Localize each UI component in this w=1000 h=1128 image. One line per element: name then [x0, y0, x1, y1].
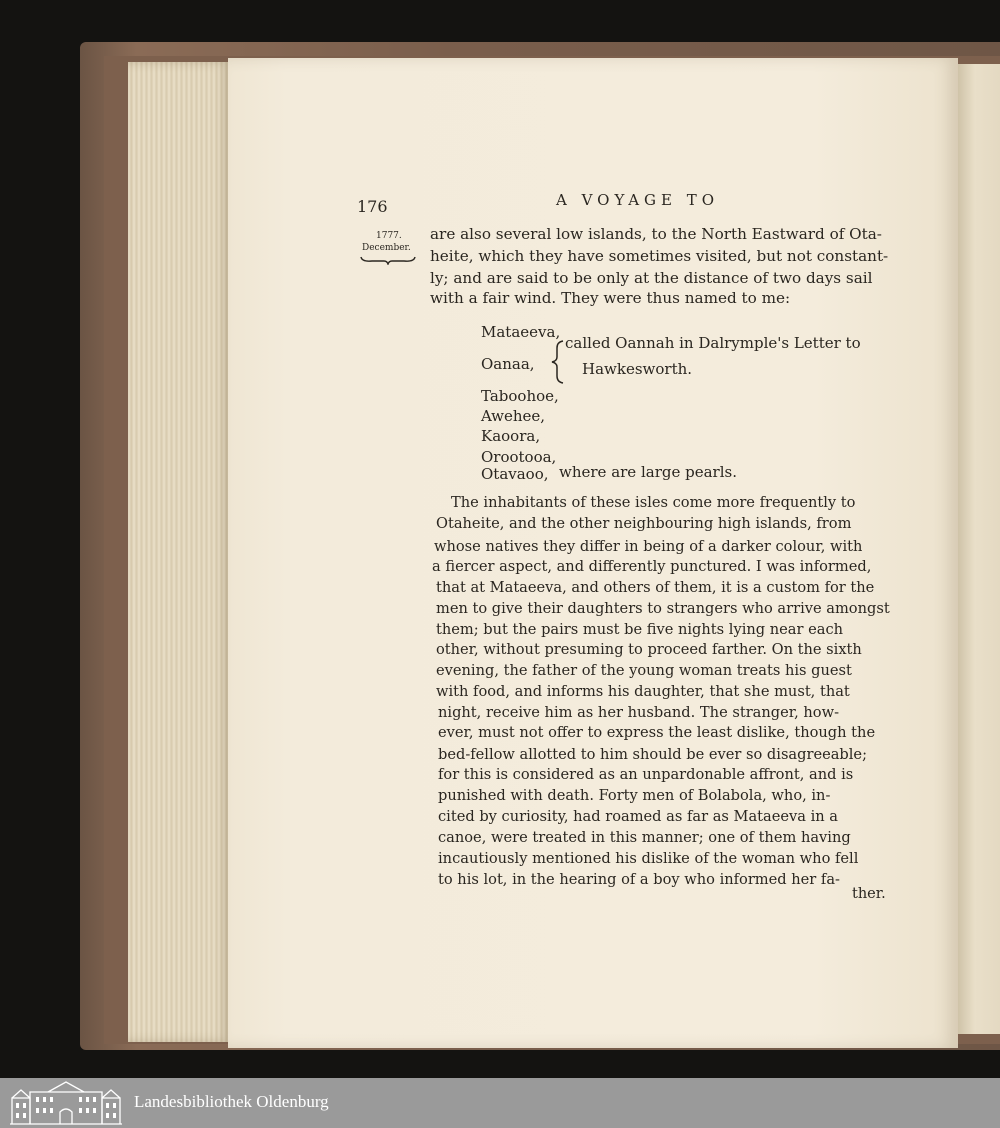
footer-label: Landesbibliothek Oldenburg	[134, 1092, 329, 1111]
margin-note-year: 1777.	[376, 231, 402, 241]
island-name: Otavaoo,	[481, 465, 549, 483]
text-line: night, receive him as her husband. The stranger, how-	[438, 704, 840, 721]
text-line: incautiously mentioned his dislike of the woman who fell	[438, 850, 859, 867]
next-page-edge	[958, 64, 1000, 1034]
otavaoo-note: where are large pearls.	[559, 463, 737, 481]
text-line: bed-fellow allotted to him should be ever so disagreeable;	[438, 746, 867, 763]
text-line: punished with death. Forty men of Bolabola, who, in-	[438, 787, 831, 804]
text-line: ly; and are said to be only at the distance of two days sail	[430, 269, 873, 287]
text-line: evening, the father of the young woman treats his guest	[436, 662, 852, 679]
page-edges	[128, 62, 230, 1042]
text-line: a fiercer aspect, and differently punctured. I was informed,	[432, 558, 872, 575]
oanaa-brace-icon	[550, 340, 566, 384]
text-line: are also several low islands, to the North Eastward of Ota-	[430, 225, 882, 243]
catchword: ther.	[852, 886, 886, 902]
island-name: Taboohoe,	[481, 387, 559, 405]
text-line: heite, which they have sometimes visited, but not constant-	[430, 247, 889, 265]
text-line: that at Mataeeva, and others of them, it is a custom for the	[436, 579, 875, 596]
text-line: other, without presuming to proceed farther. On the sixth	[436, 641, 862, 658]
margin-brace-icon	[360, 255, 416, 265]
text-line: whose natives they differ in being of a darker colour, with	[434, 538, 863, 555]
text-line: with a fair wind. They were thus named to me:	[430, 289, 791, 307]
island-name: Mataeeva,	[481, 323, 561, 341]
text-line: cited by curiosity, had roamed as far as Mataeeva in a	[438, 808, 839, 825]
island-name: Orootooa,	[481, 448, 557, 466]
page-number: 176	[357, 197, 388, 216]
text-line: for this is considered as an unpardonable affront, and is	[438, 766, 854, 783]
text-line: canoe, were treated in this manner; one of them having	[438, 829, 851, 846]
text-line: to his lot, in the hearing of a boy who informed her fa-	[438, 871, 840, 888]
text-line: men to give their daughters to strangers who arrive amongst	[436, 600, 890, 617]
text-line: ever, must not offer to express the least dislike, though the	[438, 724, 876, 741]
margin-note-month: December.	[362, 243, 411, 253]
oanaa-note-line-1: called Oannah in Dalrymple's Letter to	[565, 334, 861, 352]
text-line: with food, and informs his daughter, that she must, that	[436, 683, 850, 700]
running-head: A VOYAGE TO	[556, 191, 720, 209]
library-building-icon	[8, 1080, 124, 1126]
text-line: them; but the pairs must be five nights lying near each	[436, 621, 844, 638]
text-line: Otaheite, and the other neighbouring high islands, from	[436, 515, 852, 532]
island-name: Oanaa,	[481, 355, 535, 373]
text-line: The inhabitants of these isles come more frequently to	[451, 494, 856, 511]
footer-bar	[0, 1078, 1000, 1128]
island-name: Awehee,	[481, 407, 546, 425]
oanaa-note-line-2: Hawkesworth.	[582, 360, 693, 378]
island-name: Kaoora,	[481, 427, 541, 445]
